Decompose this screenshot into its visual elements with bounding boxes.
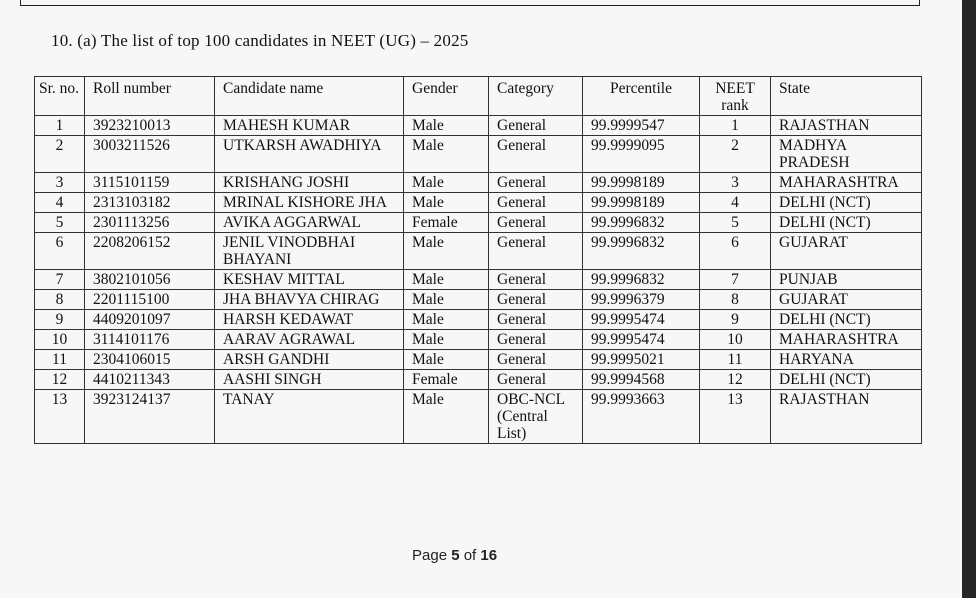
cell-sr-no: 10	[35, 330, 85, 350]
header-neet-rank: NEET rank	[700, 77, 771, 116]
cell-gender: Male	[404, 330, 489, 350]
cell-roll-number: 2208206152	[85, 233, 215, 270]
cell-candidate-name: JENIL VINODBHAI BHAYANI	[215, 233, 404, 270]
cell-sr-no: 5	[35, 213, 85, 233]
cell-candidate-name: ARSH GANDHI	[215, 350, 404, 370]
window-edge	[962, 0, 976, 598]
table-row	[35, 116, 922, 136]
cell-candidate-name: MAHESH KUMAR	[215, 116, 404, 136]
cell-gender: Male	[404, 116, 489, 136]
cell-percentile: 99.9995474	[583, 310, 700, 330]
table-row	[35, 270, 922, 290]
table-row	[35, 390, 922, 444]
cell-sr-no: 11	[35, 350, 85, 370]
cell-sr-no: 3	[35, 173, 85, 193]
cell-sr-no: 6	[35, 233, 85, 270]
cell-percentile: 99.9998189	[583, 173, 700, 193]
cell-roll-number: 2304106015	[85, 350, 215, 370]
cell-gender: Male	[404, 310, 489, 330]
cell-percentile: 99.9996832	[583, 213, 700, 233]
cell-state: DELHI (NCT)	[771, 310, 922, 330]
table-header-row	[35, 77, 922, 116]
cell-state: MADHYA PRADESH	[771, 136, 922, 173]
cell-state: HARYANA	[771, 350, 922, 370]
header-roll-number: Roll number	[85, 77, 215, 116]
cell-category: OBC-NCL (Central List)	[489, 390, 583, 444]
footer-current-page: 5	[451, 547, 460, 564]
cell-neet-rank: 10	[700, 330, 771, 350]
footer-mid: of	[459, 547, 481, 564]
cell-neet-rank: 3	[700, 173, 771, 193]
cell-roll-number: 3114101176	[85, 330, 215, 350]
cell-state: DELHI (NCT)	[771, 370, 922, 390]
cell-state: RAJASTHAN	[771, 116, 922, 136]
cell-percentile: 99.9999547	[583, 116, 700, 136]
cell-candidate-name: AARAV AGRAWAL	[215, 330, 404, 350]
cell-state: RAJASTHAN	[771, 390, 922, 444]
cell-state: GUJARAT	[771, 290, 922, 310]
cell-category: General	[489, 370, 583, 390]
cell-sr-no: 7	[35, 270, 85, 290]
cell-roll-number: 4409201097	[85, 310, 215, 330]
cell-sr-no: 8	[35, 290, 85, 310]
cell-roll-number: 3115101159	[85, 173, 215, 193]
cell-category: General	[489, 213, 583, 233]
cell-percentile: 99.9995021	[583, 350, 700, 370]
table-row	[35, 233, 922, 270]
cell-category: General	[489, 233, 583, 270]
cell-roll-number: 2201115100	[85, 290, 215, 310]
cell-candidate-name: JHA BHAVYA CHIRAG	[215, 290, 404, 310]
cell-state: PUNJAB	[771, 270, 922, 290]
cell-gender: Male	[404, 290, 489, 310]
cell-category: General	[489, 290, 583, 310]
cell-neet-rank: 7	[700, 270, 771, 290]
cell-neet-rank: 5	[700, 213, 771, 233]
cell-neet-rank: 9	[700, 310, 771, 330]
cell-candidate-name: TANAY	[215, 390, 404, 444]
cell-candidate-name: MRINAL KISHORE JHA	[215, 193, 404, 213]
table-row	[35, 213, 922, 233]
cell-neet-rank: 4	[700, 193, 771, 213]
cell-percentile: 99.9993663	[583, 390, 700, 444]
table-row	[35, 370, 922, 390]
header-sr-no: Sr. no.	[35, 77, 85, 116]
cell-candidate-name: UTKARSH AWADHIYA	[215, 136, 404, 173]
table-row	[35, 350, 922, 370]
cell-neet-rank: 1	[700, 116, 771, 136]
cell-sr-no: 4	[35, 193, 85, 213]
cell-state: MAHARASHTRA	[771, 330, 922, 350]
cell-category: General	[489, 116, 583, 136]
cell-roll-number: 4410211343	[85, 370, 215, 390]
header-state: State	[771, 77, 922, 116]
cell-percentile: 99.9996832	[583, 233, 700, 270]
cell-sr-no: 13	[35, 390, 85, 444]
header-candidate-name: Candidate name	[215, 77, 404, 116]
table-row	[35, 173, 922, 193]
footer-prefix: Page	[412, 547, 452, 564]
cell-percentile: 99.9998189	[583, 193, 700, 213]
cell-category: General	[489, 350, 583, 370]
cell-neet-rank: 11	[700, 350, 771, 370]
previous-table-edge	[20, 0, 920, 6]
cell-percentile: 99.9996379	[583, 290, 700, 310]
cell-percentile: 99.9994568	[583, 370, 700, 390]
cell-roll-number: 2301113256	[85, 213, 215, 233]
table-row	[35, 193, 922, 213]
header-category: Category	[489, 77, 583, 116]
cell-gender: Female	[404, 370, 489, 390]
cell-category: General	[489, 270, 583, 290]
cell-gender: Male	[404, 233, 489, 270]
cell-gender: Male	[404, 270, 489, 290]
cell-state: MAHARASHTRA	[771, 173, 922, 193]
cell-sr-no: 12	[35, 370, 85, 390]
cell-gender: Male	[404, 350, 489, 370]
cell-roll-number: 3923124137	[85, 390, 215, 444]
cell-category: General	[489, 193, 583, 213]
cell-percentile: 99.9996832	[583, 270, 700, 290]
cell-category: General	[489, 136, 583, 173]
cell-sr-no: 9	[35, 310, 85, 330]
cell-neet-rank: 6	[700, 233, 771, 270]
footer-total-pages: 16	[480, 547, 498, 564]
cell-candidate-name: AVIKA AGGARWAL	[215, 213, 404, 233]
table-row	[35, 290, 922, 310]
cell-neet-rank: 8	[700, 290, 771, 310]
cell-roll-number: 2313103182	[85, 193, 215, 213]
cell-category: General	[489, 310, 583, 330]
cell-candidate-name: HARSH KEDAWAT	[215, 310, 404, 330]
cell-neet-rank: 2	[700, 136, 771, 173]
cell-candidate-name: KESHAV MITTAL	[215, 270, 404, 290]
cell-gender: Male	[404, 193, 489, 213]
cell-gender: Male	[404, 173, 489, 193]
cell-sr-no: 1	[35, 116, 85, 136]
cell-sr-no: 2	[35, 136, 85, 173]
cell-percentile: 99.9995474	[583, 330, 700, 350]
cell-state: GUJARAT	[771, 233, 922, 270]
cell-state: DELHI (NCT)	[771, 213, 922, 233]
cell-category: General	[489, 173, 583, 193]
table-row	[35, 136, 922, 173]
cell-roll-number: 3003211526	[85, 136, 215, 173]
page-footer	[412, 547, 497, 564]
header-percentile: Percentile	[583, 77, 700, 116]
top-candidates-table	[34, 76, 922, 444]
cell-candidate-name: KRISHANG JOSHI	[215, 173, 404, 193]
table-row	[35, 330, 922, 350]
cell-neet-rank: 12	[700, 370, 771, 390]
table-row	[35, 310, 922, 330]
header-gender: Gender	[404, 77, 489, 116]
cell-category: General	[489, 330, 583, 350]
cell-roll-number: 3802101056	[85, 270, 215, 290]
cell-gender: Female	[404, 213, 489, 233]
cell-gender: Male	[404, 136, 489, 173]
cell-candidate-name: AASHI SINGH	[215, 370, 404, 390]
cell-percentile: 99.9999095	[583, 136, 700, 173]
section-heading: 10. (a) The list of top 100 candidates in NEET (UG) – 2025	[51, 31, 469, 50]
cell-gender: Male	[404, 390, 489, 444]
cell-neet-rank: 13	[700, 390, 771, 444]
cell-roll-number: 3923210013	[85, 116, 215, 136]
cell-state: DELHI (NCT)	[771, 193, 922, 213]
